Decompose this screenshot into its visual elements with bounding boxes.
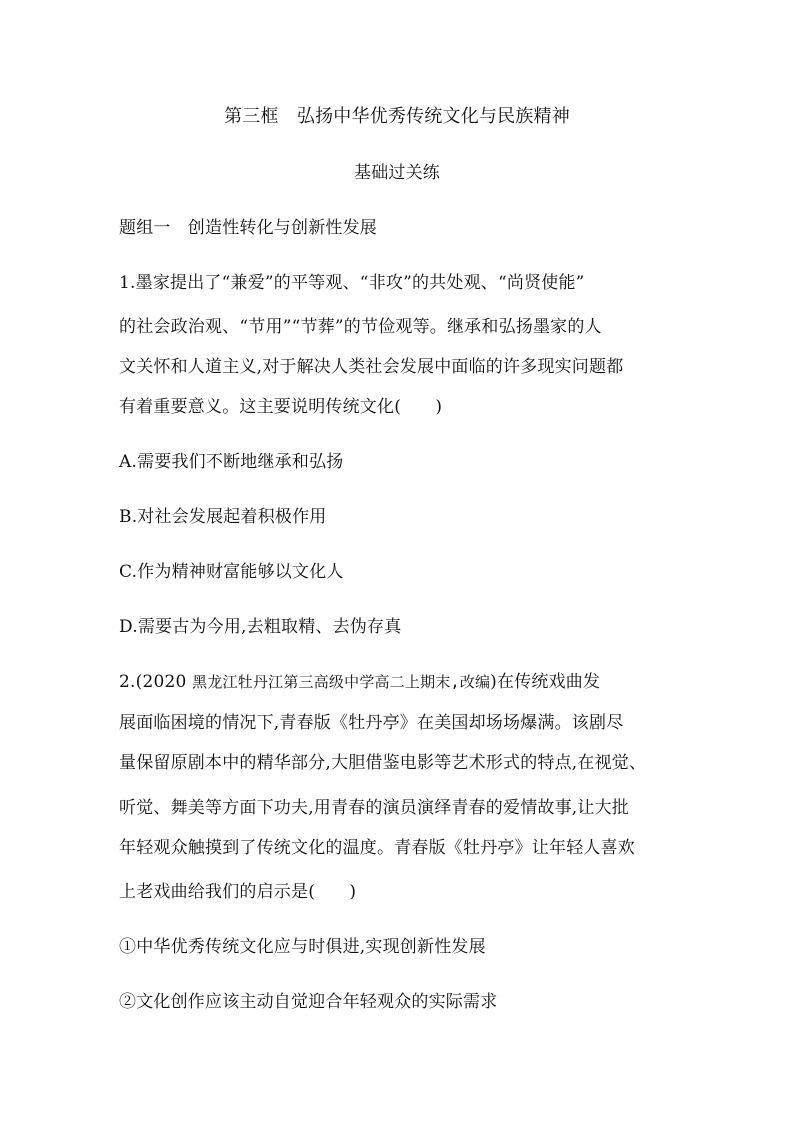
question-2-line: 年轻观众触摸到了传统文化的温度。青春版《牡丹亭》让年轻人喜欢: [119, 838, 635, 858]
question-1-option-a: A.需要我们不断地继承和弘扬: [119, 452, 344, 472]
question-2-source: 黑龙江牡丹江第三高级中学高二上期末,改编: [192, 673, 491, 691]
question-2-line: [119, 671, 679, 693]
question-2-line: 量保留原剧本中的精华部分,大胆借鉴电影等艺术形式的特点,在视觉、: [119, 753, 647, 773]
question-2-line: 上老戏曲给我们的启示是( ): [119, 882, 357, 902]
question-1-line: 的社会政治观、“节用”“节葬”的节俭观等。继承和弘扬墨家的人: [119, 317, 602, 337]
question-2-statement-2: ②文化创作应该主动自觉迎合年轻观众的实际需求: [119, 992, 498, 1012]
question-2-line: 展面临困境的情况下,青春版《牡丹亭》在美国却场场爆满。该剧尽: [119, 713, 624, 733]
question-1-line: 1.墨家提出了“兼爱”的平等观、“非攻”的共处观、“尚贤使能”: [119, 273, 585, 293]
question-1-option-c: C.作为精神财富能够以文化人: [119, 562, 344, 582]
page-title: 第三框 弘扬中华优秀传统文化与民族精神: [224, 106, 570, 127]
section-subtitle: 基础过关练: [354, 163, 440, 183]
question-2-number: 2.(2020: [119, 672, 193, 692]
question-1-option-b: B.对社会发展起着积极作用: [119, 507, 327, 527]
question-group-heading: 题组一 创造性转化与创新性发展: [119, 218, 377, 238]
question-1-line: 文关怀和人道主义,对于解决人类社会发展中面临的许多现实问题都: [119, 357, 624, 377]
question-2-intro: )在传统戏曲发: [490, 672, 601, 692]
question-1-option-d: D.需要古为今用,去粗取精、去伪存真: [119, 617, 402, 637]
question-2-line: 听觉、舞美等方面下功夫,用青春的演员演绎青春的爱情故事,让大批: [119, 798, 630, 818]
question-2-statement-1: ①中华优秀传统文化应与时俱进,实现创新性发展: [119, 937, 486, 957]
question-1-line: 有着重要意义。这主要说明传统文化( ): [119, 397, 443, 417]
